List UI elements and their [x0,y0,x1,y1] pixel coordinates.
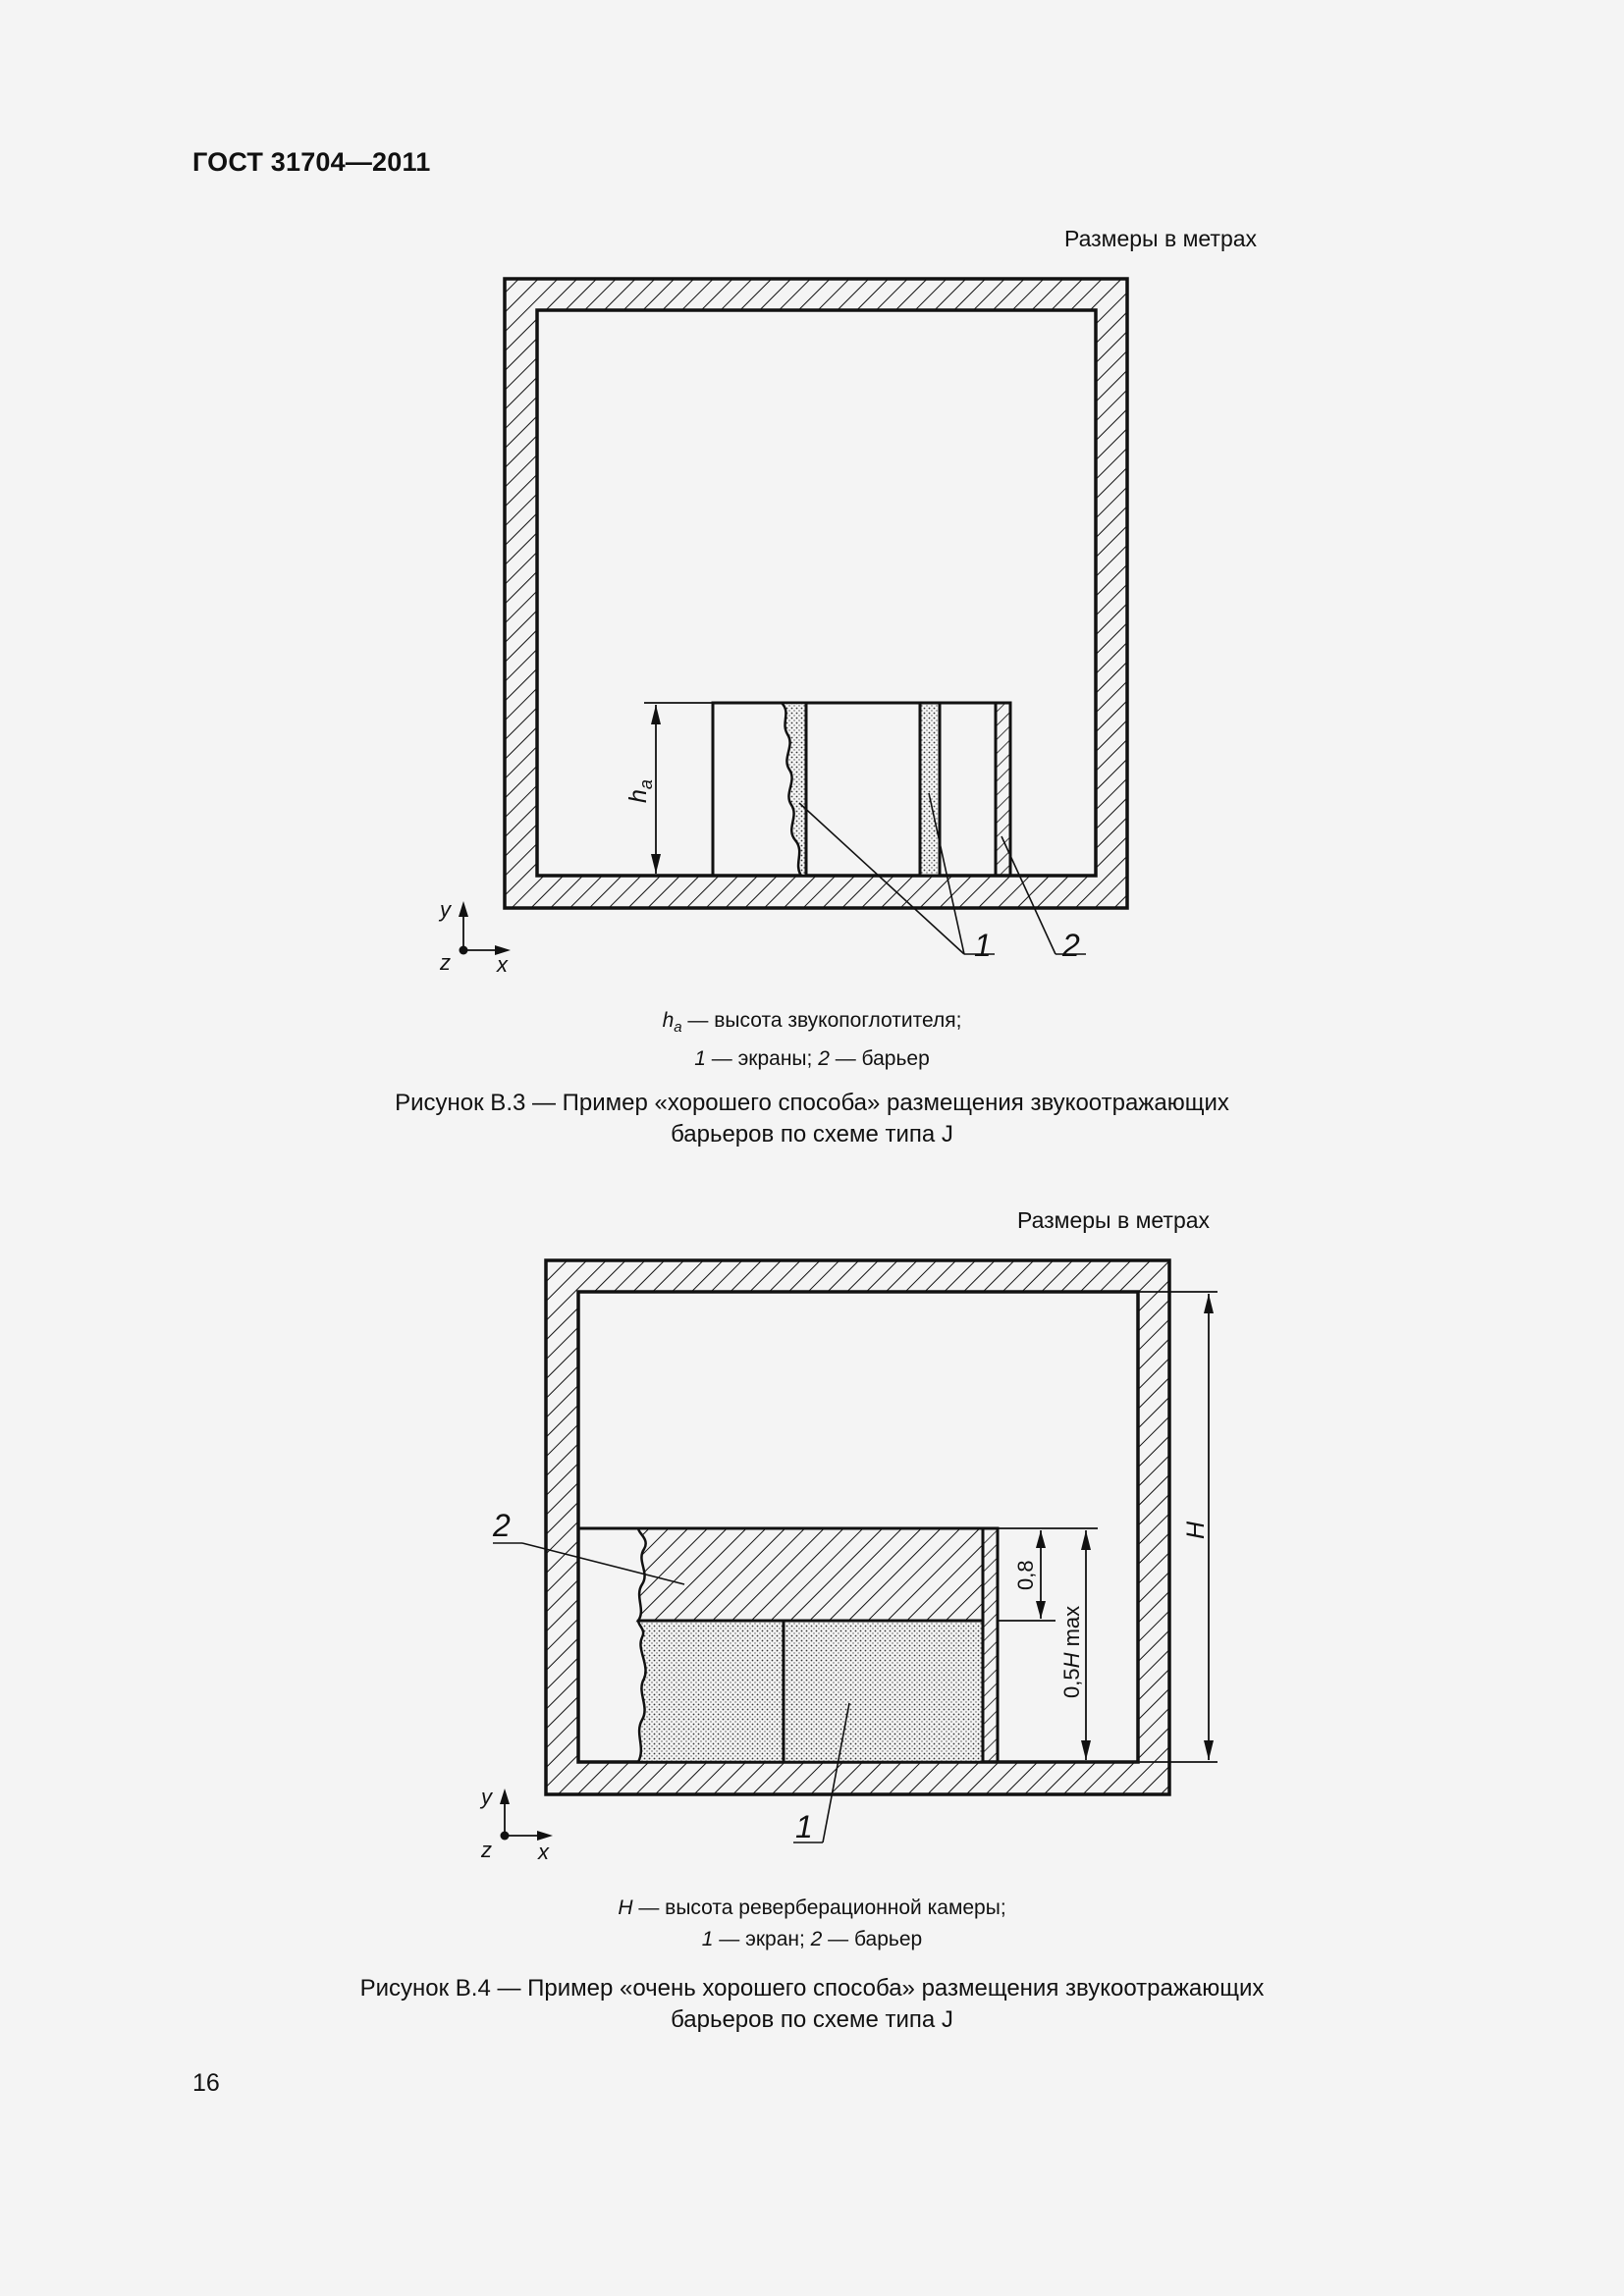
fig2-axis-y: y [481,1785,492,1809]
document-header: ГОСТ 31704—2011 [192,147,431,177]
fig1-axis-z: z [440,950,451,975]
fig1-axis-y: y [440,897,451,922]
fig2-barrier-block [578,1528,998,1762]
fig1-axis-x: x [497,952,508,977]
fig1-caption: Рисунок В.3 — Пример «хорошего способа» размещения звукоотражающих барьеров по схеме типа J [395,1090,1229,1148]
fig2-barrier-wall [983,1528,998,1762]
fig2-label-H: H [1182,1521,1210,1539]
fig2-dimensions-note: Размеры в метрах [1017,1207,1211,1233]
fig2-label-05H: 0,5H max [1059,1605,1084,1698]
fig2-axis-x: x [538,1840,549,1864]
fig2-axis-z: z [481,1838,492,1862]
fig2-dimension-05H [1059,1530,1091,1760]
fig1-legend: $h_a$ — высота звукопоглотителя; 1 — экраны; 2 — барьер [662,1009,962,1071]
fig2-label-08: 0,8 [1013,1560,1038,1590]
fig1-label-1: 1 [974,928,992,963]
fig1-dimensions-note: Размеры в метрах [1064,226,1258,251]
fig2-caption: Рисунок В.4 — Пример «очень хорошего способа» размещения звукоотражающих барьеров по схеме типа J [359,1975,1265,2033]
fig2-screens [638,1621,983,1762]
fig2-label-2: 2 [493,1508,511,1543]
fig2-label-1: 1 [795,1809,813,1844]
fig2-axes [479,1785,553,1864]
fig1-label-2: 2 [1062,928,1080,963]
fig2-legend: H — высота реверберационной камеры; 1 — экран; 2 — барьер [618,1896,1006,1950]
page-number: 16 [192,2069,220,2097]
fig1-label-ha: $h_a$ [624,779,656,803]
